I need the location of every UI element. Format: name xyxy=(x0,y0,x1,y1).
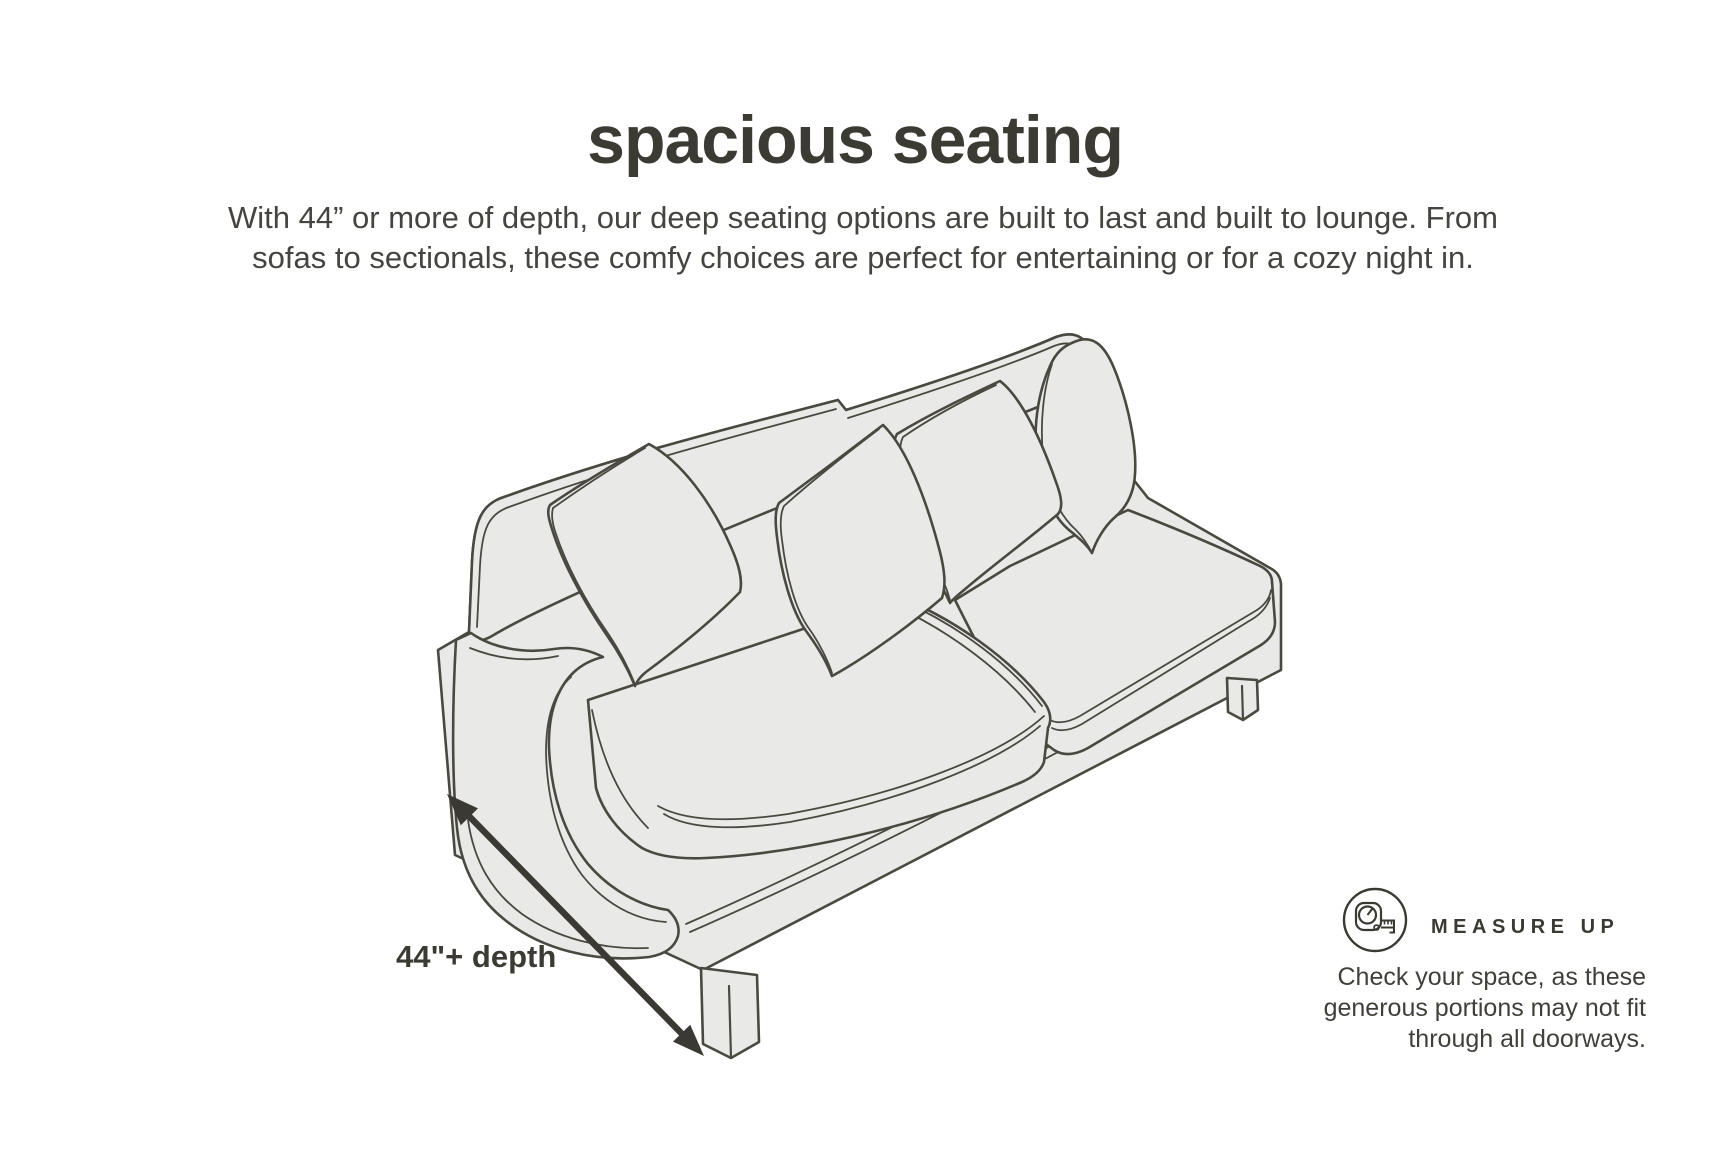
page-title: spacious seating xyxy=(587,102,1123,178)
description-line-1: With 44” or more of depth, our deep seating options are built to last and built to lounge. From xyxy=(227,200,1498,235)
measure-up-note xyxy=(1280,962,1646,1055)
description-line-2: sofas to sectionals, these comfy choices are perfect for entertaining or for a cozy night in. xyxy=(252,240,1474,275)
measure-note-line-2: generous portions may not fit xyxy=(1323,994,1646,1022)
tape-measure-icon xyxy=(1342,887,1408,953)
measure-note-line-3: through all doorways. xyxy=(1408,1025,1646,1053)
measure-note-line-1: Check your space, as these xyxy=(1337,963,1646,991)
measure-up-heading: MEASURE UP xyxy=(1431,916,1620,938)
page-description xyxy=(63,198,1663,278)
depth-dimension-label: 44"+ depth xyxy=(396,939,557,974)
